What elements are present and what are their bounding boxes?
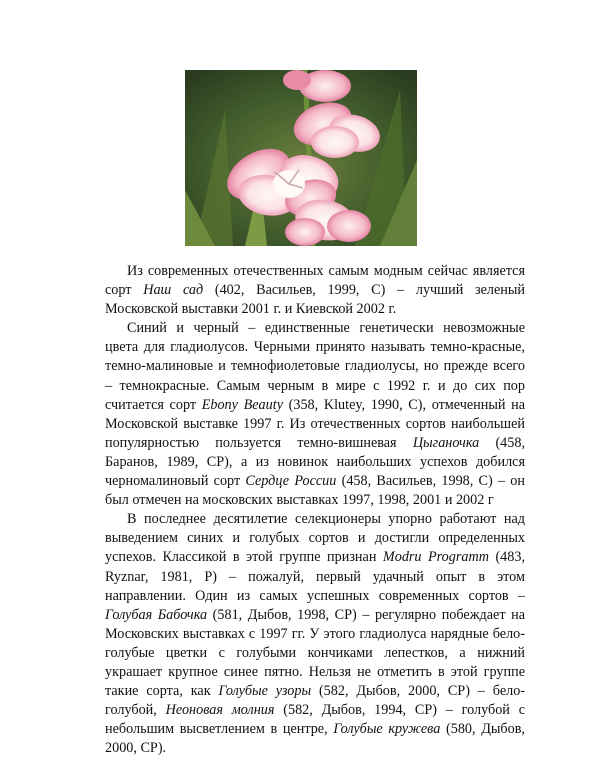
- variety-name: Голубая Бабочка: [105, 606, 208, 623]
- paragraph: [105, 510, 525, 758]
- text-run: В последнее десятилетие селекционеры упорно работают над выведением синих и голубых сортов и достигли определенных успехов. Классикой в этой группе признан: [105, 511, 525, 566]
- text-run: (581, Дыбов, 1998, СР) – регулярно побеждает на Московских выставках с 1997 гг. У этого гладиолуса нарядные бело-голубые цветки с голубыми кончиками лепестков, а нижний украшает крупное синее пятно. Нельзя не отметить в этой группе такие сорта, как: [105, 606, 525, 700]
- text-run: (483, Ryznar, 1981, Р) – пожалуй, первый удачный опыт в этом направлении. Один из самых успешных современных сортов –: [105, 549, 525, 604]
- paragraph: [105, 262, 525, 319]
- text-run: Из современных отечественных самым модным сейчас является сорт: [105, 263, 525, 299]
- text-run: (402, Васильев, 1999, С) – лучший зеленый Московской выставки 2001 г. и Киевской 2002 г.: [105, 282, 525, 318]
- variety-name: Неоновая молния: [165, 702, 275, 719]
- variety-name: Сердце России: [245, 473, 337, 490]
- variety-name: Modru Programm: [382, 549, 489, 566]
- text-run: (358, Klutey, 1990, С), отмеченный на Московской выставке 1997 г. Из отечественных сортов наибольшей популярностью пользуется темно-вишневая: [105, 396, 526, 451]
- variety-name: Наш сад: [143, 282, 204, 299]
- article-text: [105, 262, 525, 758]
- text-run: (580, Дыбов, 2000, СР).: [105, 721, 525, 757]
- text-run: Синий и черный – единственные генетически невозможные цвета для гладиолусов. Черными принято называть темно-красные, темно-малиновые и темнофиолетовые гладиолусы, но прежде всего – темнокрасные. Самым черным в мире с 1992 г. и до сих пор считается сорт: [105, 320, 525, 413]
- variety-name: Ebony Beauty: [201, 396, 283, 413]
- gladiolus-flower-photo-icon: [185, 70, 417, 246]
- text-run: (582, Дыбов, 2000, СР) – бело-голубой,: [105, 683, 526, 719]
- paragraph: [105, 319, 525, 510]
- variety-name: Цыганочка: [412, 434, 480, 451]
- variety-name: Голубые узоры: [218, 683, 312, 700]
- variety-name: Голубые кружева: [333, 721, 441, 738]
- text-run: (458, Васильев, 1998, С) – он был отмечен на московских выставках 1997, 1998, 2001 и 2002 г: [105, 473, 525, 509]
- text-run: (582, Дыбов, 1994, СР) – голубой с небольшим высветлением в центре,: [105, 702, 525, 738]
- gladiolus-photo: [185, 70, 417, 246]
- text-run: (458, Баранов, 1989, СР), а из новинок наибольших успехов добился черномалиновый сорт: [105, 434, 525, 490]
